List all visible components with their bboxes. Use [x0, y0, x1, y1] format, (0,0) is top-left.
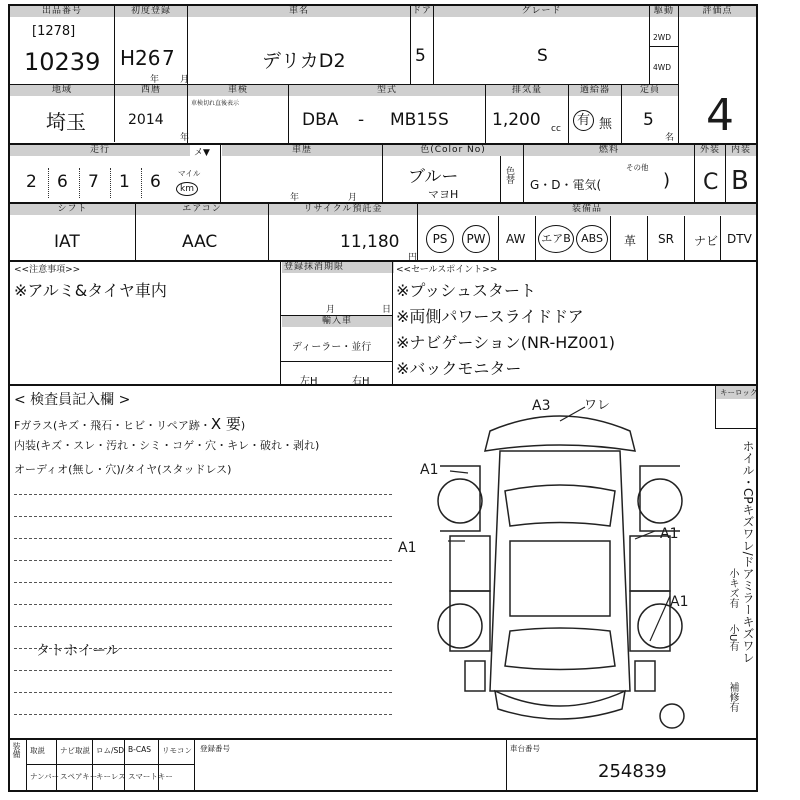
color-code: マヨH [428, 188, 459, 201]
inspection-note: 車検切れ直後表示 [191, 100, 240, 107]
turbo-label: 過給器 [569, 85, 621, 96]
mileage-digit-4: 1 [119, 172, 130, 192]
mileage-unit-km: km [176, 182, 198, 196]
damage-mark-a1-rear-right: A1 [670, 594, 689, 610]
wheel-front-left [438, 479, 482, 523]
first-reg-label: 初度登録 [115, 6, 187, 17]
area-label: 地域 [10, 85, 114, 96]
doors-label: ドア [412, 6, 432, 16]
inspector-line-glass: Fガラス(キズ・飛石・ヒビ・リペア跡・X 要) [14, 415, 246, 433]
month-mark: 月 [180, 75, 190, 85]
lot-number: 10239 [24, 48, 101, 76]
seats-value: 5 [643, 110, 654, 130]
area-value: 埼玉 [46, 110, 86, 134]
displacement-label: 排気量 [486, 85, 568, 96]
grade-value: S [537, 46, 548, 66]
recycle-value: 11,180 [340, 232, 400, 252]
sales-point-2: ※両側パワースライドドア [396, 307, 584, 326]
lot-small-number: [1278] [32, 24, 76, 39]
item-smart-key: スマートキー [128, 772, 173, 781]
interior-label: 内装 [726, 145, 756, 156]
front-bumper-outline [485, 416, 635, 451]
item-keyless: キーレス [96, 772, 126, 781]
equip-leather: 革 [624, 234, 637, 248]
year-label: 西暦 [115, 85, 187, 96]
model-prefix: DBA [302, 110, 339, 130]
sales-point-4: ※バックモニター [396, 359, 522, 378]
score-label: 評価点 [679, 6, 756, 17]
ac-label: エアコン [136, 204, 268, 215]
year-mark-2: 年 [180, 133, 190, 143]
spare-tire [660, 704, 684, 728]
lot-number-label: 出品番号 [10, 6, 114, 17]
right-rear-lamp [635, 661, 655, 691]
history-label: 車歴 [222, 145, 382, 156]
grade-label: グレード [434, 6, 649, 17]
handwritten-note: タトホイール [36, 643, 120, 659]
fuel-label: 燃料 [524, 145, 694, 156]
model-label: 型式 [289, 85, 485, 96]
inspector-line-interior: 内装(キズ・スレ・汚れ・シミ・コゲ・穴・キレ・破れ・剥れ) [14, 439, 320, 452]
vertical-small-3: 補修有 [727, 682, 738, 712]
equip-navi: ナビ [694, 234, 719, 248]
doors-value: 5 [415, 46, 426, 66]
equip-pw: PW [462, 225, 490, 253]
shift-value: IAT [54, 232, 80, 252]
mileage-digit-2: 6 [57, 172, 68, 192]
first-reg-month: 7 [162, 46, 175, 70]
color-value: ブルー [408, 167, 459, 187]
handle-left: 左H [300, 376, 318, 387]
drive-label: 駆動 [650, 6, 678, 17]
roof-outline [510, 541, 610, 616]
key-lock-label: キーロック [720, 388, 758, 397]
left-door-rear [450, 591, 490, 651]
inspector-vertical-note: ホイル・CPキズワレ/ドアミラーキズワレ [741, 440, 755, 664]
caution-label: <<注意事項>> [14, 265, 81, 275]
import-value: ディーラー・並行 [292, 342, 372, 353]
exterior-label: 外装 [695, 145, 725, 156]
model-dash: - [358, 110, 365, 130]
damage-leader-right [635, 531, 655, 539]
recycle-label: リサイクル預託金 [269, 204, 417, 215]
fuel-value: G・D・電気( [530, 178, 602, 192]
interior-grade: B [731, 166, 749, 196]
equip-ps: PS [426, 225, 454, 253]
damage-mark-a1-right: A1 [660, 526, 679, 542]
rear-bumper-outline [495, 691, 625, 719]
damage-leader-front-left [450, 471, 468, 473]
frame-number: 254839 [598, 761, 667, 782]
front-left-fender [440, 466, 480, 531]
item-manual: 取説 [30, 746, 45, 755]
damage-mark-a1-left: A1 [398, 540, 417, 556]
reg-deadline-month: 月 [326, 305, 336, 315]
seats-label: 定員 [622, 85, 678, 96]
handle-right: 右H [352, 376, 370, 387]
import-label: 輸入車 [282, 316, 392, 327]
fuel-other-label: その他 [626, 163, 649, 172]
fuel-close: ) [663, 170, 671, 191]
mileage-digit-3: 7 [88, 172, 99, 192]
front-right-fender [640, 466, 680, 531]
equipment-label: 装備品 [418, 204, 756, 215]
car-name: デリカD2 [262, 50, 346, 72]
windshield-outline [505, 485, 615, 526]
equip-dtv: DTV [727, 232, 752, 246]
car-name-label: 車名 [188, 6, 410, 17]
damage-mark-a1-front-left: A1 [420, 462, 439, 478]
drive-4wd: 4WD [653, 63, 671, 72]
mileage-digit-5: 6 [150, 172, 161, 192]
car-body-outline [490, 451, 630, 691]
inspector-line-audio: オーディオ(無し・穴)/タイヤ(スタッドレス) [14, 463, 232, 476]
score-value: 4 [706, 90, 734, 141]
year-mark: 年 [150, 75, 160, 85]
seats-unit: 名 [665, 133, 675, 143]
history-year-mark: 年 [290, 193, 300, 203]
model-code: MB15S [390, 110, 449, 130]
reg-deadline-label: 登録抹消期限 [282, 262, 394, 273]
year-value: 2014 [128, 112, 164, 128]
item-spare-key: スペアキー [60, 772, 98, 781]
damage-mark-a3: A3 [532, 398, 551, 414]
rear-window-outline [505, 628, 615, 670]
sales-point-1: ※プッシュスタート [396, 281, 536, 300]
item-plate: ナンバー [30, 772, 60, 781]
equip-abs: ABS [576, 225, 608, 253]
inspector-title: < 検査員記入欄 > [14, 392, 131, 408]
cc-unit: cc [551, 124, 561, 134]
mileage-digit-1: 2 [26, 172, 37, 192]
sales-point-label: <<セールスポイント>> [396, 265, 498, 275]
mileage-tag: メ▼ [194, 148, 210, 158]
item-bcas: B-CAS [128, 745, 151, 754]
turbo-yes: 有 [573, 110, 594, 131]
auction-sheet [8, 4, 758, 792]
vertical-small-2: 小U有 [727, 624, 738, 652]
frame-number-label: 車台番号 [510, 744, 540, 753]
shift-label: シフト [10, 204, 135, 215]
item-navi-manual: ナビ取説 [60, 746, 90, 755]
equip-sunroof: SR [658, 232, 674, 246]
car-damage-diagram [410, 391, 710, 736]
equip-airbag: エアB [538, 225, 574, 253]
history-month-mark: 月 [348, 193, 358, 203]
wheel-rear-left [438, 604, 482, 648]
displacement-value: 1,200 [492, 110, 541, 130]
exterior-grade: C [703, 170, 719, 195]
item-rom-sd: ロム/SD [96, 746, 125, 755]
turbo-no: 無 [599, 117, 613, 132]
reg-deadline-day: 日 [382, 305, 392, 315]
item-remote: リモコン [162, 746, 192, 755]
mileage-label: 走行 [10, 145, 190, 156]
wheel-front-right [638, 479, 682, 523]
damage-mark-crack: ワレ [584, 398, 611, 413]
ac-value: AAC [182, 232, 218, 252]
sales-point-3: ※ナビゲーション(NR-HZ001) [396, 333, 615, 352]
right-door-front [630, 536, 670, 591]
mileage-unit-mile: マイル [178, 169, 201, 178]
damage-leader-rear-right [650, 596, 670, 641]
inspection-label: 車検 [188, 85, 288, 96]
wheel-rear-right [638, 604, 682, 648]
recycle-yen: 円 [408, 253, 418, 263]
damage-leader-a3 [560, 407, 585, 421]
color-label: 色(Color No) [383, 145, 523, 156]
left-door-front [450, 536, 490, 591]
drive-2wd: 2WD [653, 33, 671, 42]
first-reg-era: H26 [120, 46, 161, 70]
vertical-small-1: 小キズ有 [727, 568, 738, 608]
caution-text: ※アルミ&タイヤ車内 [14, 281, 167, 300]
registration-number-label: 登録番号 [200, 744, 230, 753]
footer-items-label: 装備 [12, 742, 21, 758]
right-door-rear [630, 591, 670, 651]
left-rear-lamp [465, 661, 485, 691]
color-change-label: 色替 [504, 166, 514, 184]
equip-aw: AW [506, 232, 526, 246]
